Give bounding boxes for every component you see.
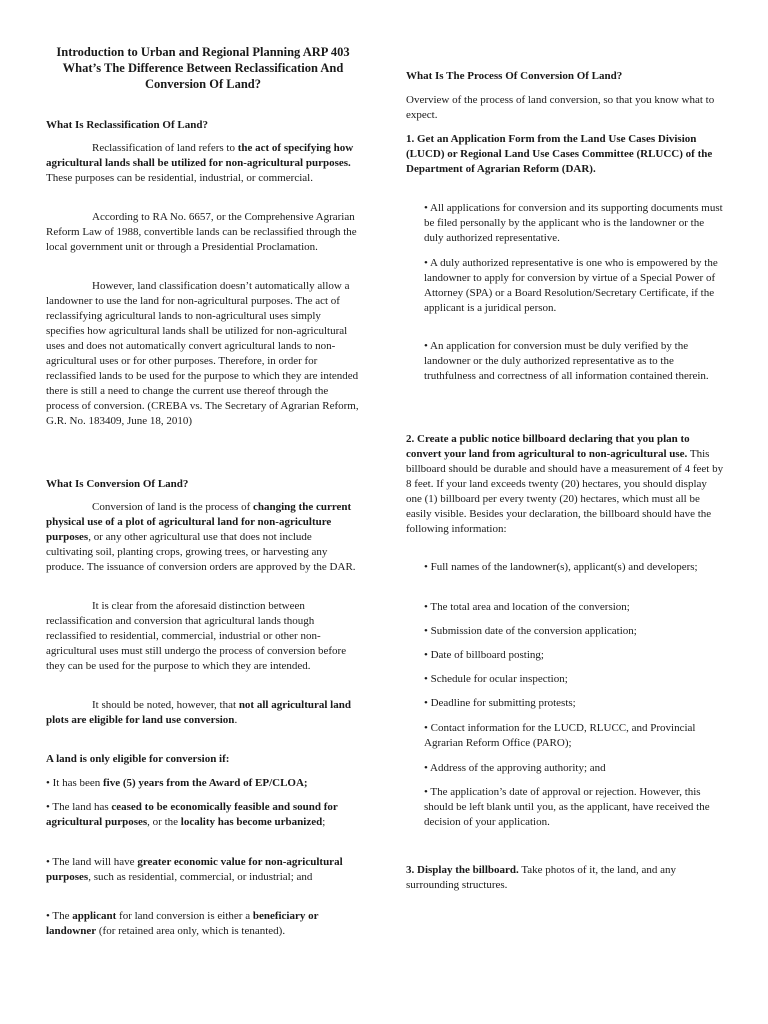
step-2-bullet-protests: • Deadline for submitting protests; <box>424 697 576 709</box>
step-2-bullet-posting: • Date of billboard posting; <box>424 649 544 661</box>
step-2-paragraph: 2. Create a public notice billboard declaring that you plan to convert your land from agricultural to non-agricultural use. This billboard should be durable and should have a measurement of 4 feet by 8 feet. If your land exceeds twenty (20) hectares, you should display one (1) billboard per every twenty (20) hectares, which must all be easily visible. Besides your declaration, the billboard should have the following information: <box>406 433 724 535</box>
paragraph-reclassification-definition: Reclassification of land refers to the act of specifying how agricultural lands shall be utilized for non-agricultural purposes. These purposes can be residential, industrial, or commercial. <box>46 142 354 184</box>
heading-process: What Is The Process Of Conversion Of Land? <box>406 70 623 82</box>
step-1-bullet-filing: • All applications for conversion and its supporting documents must be filed personally by the applicant who is the landowner or the duly authorized representative. <box>424 202 723 244</box>
step-2-bullet-names: • Full names of the landowner(s), applicant(s) and developers; <box>424 561 698 573</box>
paragraph-reclassification-limits: However, land classification doesn’t automatically allow a landowner to use the land for non-agricultural purposes. The act of reclassifying agricultural lands to non-agricultural uses simply specifies how agricultural lands shall be utilized for non-agricultural uses and does not automatically convert agricultural lands to non-agricultural uses or for other purposes. Therefore, in order for reclassified lands to be used for the purpose to which they are intended there is still a need to change the current use thereof through the process of conversion. (CREBA vs. The Secretary of Agrarian Reform, G.R. No. 183409, June 18, 2010) <box>46 280 359 427</box>
bullet-not-feasible: • The land has ceased to be economically feasible and sound for agricultural purposes, or the locality has become urbanized; <box>46 801 338 828</box>
heading-reclassification: What Is Reclassification Of Land? <box>46 119 208 131</box>
step-2-bullet-contact: • Contact information for the LUCD, RLUCC, and Provincial Agrarian Reform Office (PARO); <box>424 722 696 749</box>
step-1-bullet-verification: • An application for conversion must be duly verified by the landowner or the duly authorized representative as to the truthfulness and correctness of all information contained therein. <box>424 340 709 382</box>
heading-conversion: What Is Conversion Of Land? <box>46 478 189 490</box>
step-2-bullet-address: • Address of the approving authority; and <box>424 762 606 774</box>
paragraph-conversion-definition: Conversion of land is the process of changing the current physical use of a plot of agricultural land for non-agriculture purposes, or any other agricultural use that does not include cultivating soil, planting crops, growing trees, or harvesting any produce. The issuance of conversion orders are approved by the DAR. <box>46 501 356 573</box>
paragraph-eligibility-note: It should be noted, however, that not all agricultural land plots are eligible for land use conversion. <box>46 699 351 726</box>
bullet-five-years: • It has been five (5) years from the Award of EP/CLOA; <box>46 777 308 789</box>
bullet-applicant: • The applicant for land conversion is either a beneficiary or landowner (for retained area only, which is tenanted). <box>46 910 319 937</box>
step-2-bullet-area: • The total area and location of the conversion; <box>424 601 630 613</box>
step-1-bullet-representative: • A duly authorized representative is one who is empowered by the landowner to apply for conversion by virtue of a Special Power of Attorney (SPA) or a Board Resolution/Secretary Certificate, if the applicant is a juridical person. <box>424 257 718 314</box>
paragraph-process-overview: Overview of the process of land conversion, so that you know what to expect. <box>406 94 715 121</box>
document-title: Introduction to Urban and Regional Planning ARP 403 What’s The Difference Between Reclassification And Conversion Of Land? <box>56 45 350 91</box>
step-2-bullet-submission: • Submission date of the conversion application; <box>424 625 637 637</box>
step-3-paragraph: 3. Display the billboard. Take photos of it, the land, and any surrounding structures. <box>406 864 677 891</box>
step-2-bullet-inspection: • Schedule for ocular inspection; <box>424 673 568 685</box>
paragraph-ra-6657: According to RA No. 6657, or the Comprehensive Agrarian Reform Law of 1988, convertible lands can be reclassified through the local government unit or through a Presidential Proclamation. <box>46 211 357 253</box>
step-1-heading: 1. Get an Application Form from the Land Use Cases Division (LUCD) or Regional Land Use Cases Committee (RLUCC) of the Department of Agrarian Reform (DAR). <box>406 133 713 175</box>
paragraph-distinction: It is clear from the aforesaid distinction between reclassification and conversion that agricultural lands though reclassified to residential, commercial, industrial or other non-agricultural uses must still undergo the process of conversion before they can be used for the purpose to which they are intended. <box>46 600 347 672</box>
heading-eligibility: A land is only eligible for conversion if: <box>46 753 230 765</box>
bullet-economic-value: • The land will have greater economic value for non-agricultural purposes, such as residential, commercial, or industrial; and <box>46 856 343 883</box>
step-2-bullet-decision-date: • The application’s date of approval or rejection. However, this should be left blank until you, as the applicant, have received the decision of your application. <box>424 786 710 828</box>
